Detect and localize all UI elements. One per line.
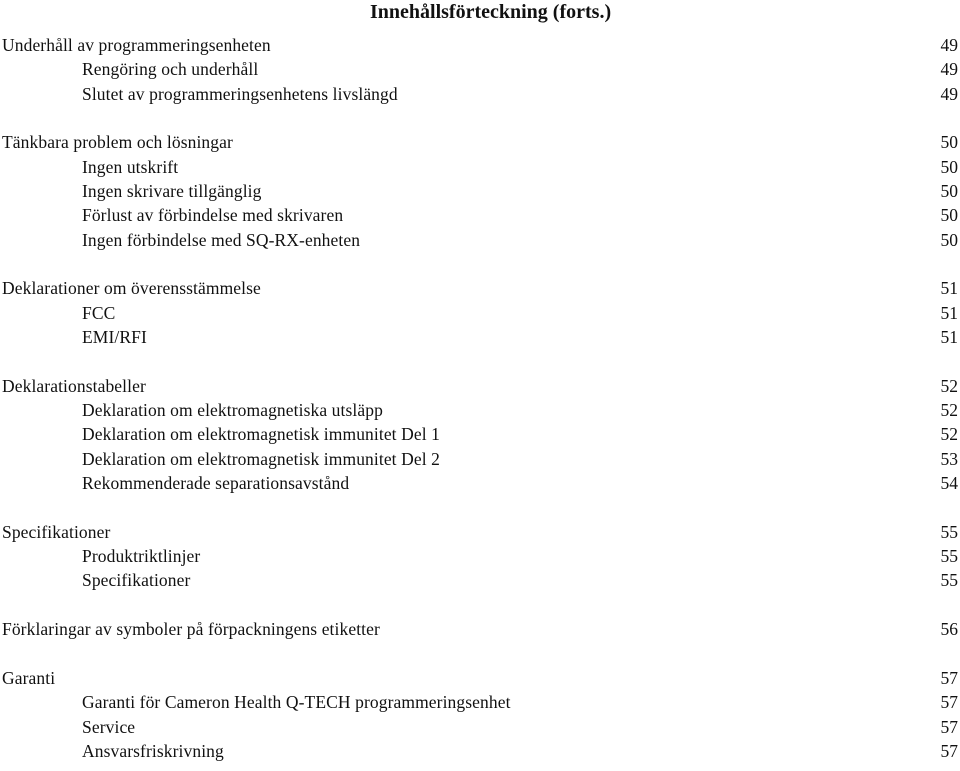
toc-entry[interactable] — [0, 325, 960, 349]
toc-entry-label: Deklaration om elektromagnetisk immunitet Del 2 — [82, 448, 441, 469]
toc-entry-label: Förlust av förbindelse med skrivaren — [82, 205, 344, 226]
toc-entry-section[interactable] — [0, 520, 960, 544]
toc-entry-label: Deklaration om elektromagnetisk immunitet Del 1 — [82, 424, 441, 445]
toc-entry[interactable] — [0, 739, 960, 763]
toc-entry[interactable] — [0, 301, 960, 325]
toc-entry[interactable] — [0, 471, 960, 495]
toc-entry-page: 50 — [940, 132, 958, 153]
toc-entry-page: 55 — [940, 521, 958, 542]
toc-entry[interactable] — [0, 447, 960, 471]
toc-entry-page: 50 — [940, 205, 958, 226]
toc-entry-page: 49 — [940, 59, 958, 80]
toc-entry-label: Slutet av programmeringsenhetens livslängd — [82, 83, 398, 104]
toc-entry-label: Ingen skrivare tillgänglig — [82, 180, 262, 201]
toc-entry-section[interactable] — [0, 130, 960, 154]
page-title: Innehållsförteckning (forts.) — [370, 1, 612, 23]
toc-entry-page: 52 — [940, 424, 958, 445]
toc-entry-label: Specifikationer — [82, 570, 191, 591]
toc-entry-page: 49 — [940, 35, 958, 55]
toc-entry-label: Specifikationer — [2, 521, 111, 542]
toc-entry[interactable] — [0, 179, 960, 203]
toc-entry-section[interactable] — [0, 374, 960, 398]
section-spacer — [0, 252, 960, 277]
toc-entry-page: 50 — [940, 180, 958, 201]
toc-entry-label: Deklaration om elektromagnetiska utsläpp — [82, 400, 383, 421]
toc-entry-page: 49 — [940, 83, 958, 104]
toc-entry-label: FCC — [82, 302, 116, 323]
toc-entry-label: Förklaringar av symboler på förpackningens etiketter — [2, 619, 380, 640]
section-spacer — [0, 641, 960, 666]
toc-entry[interactable] — [0, 398, 960, 422]
toc-entry-label: Service — [82, 716, 136, 737]
toc-entry-label: Rekommenderade separationsavstånd — [82, 472, 350, 493]
toc-entry-section[interactable] — [0, 666, 960, 690]
toc-entry[interactable] — [0, 422, 960, 446]
toc-entry[interactable] — [0, 715, 960, 739]
toc-entry-label: Ingen förbindelse med SQ-RX-enheten — [82, 229, 361, 250]
toc-entry[interactable] — [0, 690, 960, 714]
section-spacer — [0, 349, 960, 374]
toc-entry[interactable] — [0, 57, 960, 81]
toc-entry-page: 53 — [940, 448, 958, 469]
section-spacer — [0, 106, 960, 131]
toc-entry[interactable] — [0, 568, 960, 592]
toc-entry-page: 56 — [940, 619, 958, 640]
section-spacer — [0, 593, 960, 618]
toc-entry-label: Garanti för Cameron Health Q-TECH programmeringsenhet — [82, 692, 511, 713]
toc-entry-label: Deklarationer om överensstämmelse — [2, 278, 261, 299]
toc-entry[interactable] — [0, 544, 960, 568]
toc-entry-label: Ansvarsfriskrivning — [82, 740, 224, 761]
toc-entry-page: 50 — [940, 156, 958, 177]
toc-entry[interactable] — [0, 228, 960, 252]
toc-entry-label: EMI/RFI — [82, 326, 147, 347]
toc-entry-page: 57 — [940, 740, 958, 761]
toc-entry-page: 52 — [940, 400, 958, 421]
toc-entry-page: 51 — [940, 278, 958, 299]
toc-entry-page: 57 — [940, 692, 958, 713]
toc-entry-label: Tänkbara problem och lösningar — [2, 132, 233, 153]
toc-entry-label: Deklarationstabeller — [2, 375, 146, 396]
toc-entry-section[interactable] — [0, 617, 960, 641]
toc-entry-label: Garanti — [2, 667, 56, 688]
table-of-contents — [0, 33, 960, 763]
toc-entry-label: Produktriktlinjer — [82, 546, 201, 567]
toc-entry[interactable] — [0, 203, 960, 227]
toc-entry[interactable] — [0, 82, 960, 106]
toc-entry-section[interactable] — [0, 276, 960, 300]
toc-entry-page: 51 — [940, 326, 958, 347]
toc-entry-label: Ingen utskrift — [82, 156, 179, 177]
toc-entry-label: Rengöring och underhåll — [82, 59, 259, 80]
toc-entry-page: 55 — [940, 546, 958, 567]
toc-entry-page: 51 — [940, 302, 958, 323]
toc-entry-page: 52 — [940, 375, 958, 396]
toc-entry-page: 57 — [940, 716, 958, 737]
toc-entry-page: 55 — [940, 570, 958, 591]
toc-entry-page: 50 — [940, 229, 958, 250]
toc-entry[interactable] — [0, 155, 960, 179]
toc-entry-page: 57 — [940, 667, 958, 688]
toc-entry-section[interactable] — [0, 33, 960, 57]
toc-entry-page: 54 — [940, 472, 958, 493]
toc-entry-label: Underhåll av programmeringsenheten — [2, 35, 271, 55]
section-spacer — [0, 495, 960, 520]
